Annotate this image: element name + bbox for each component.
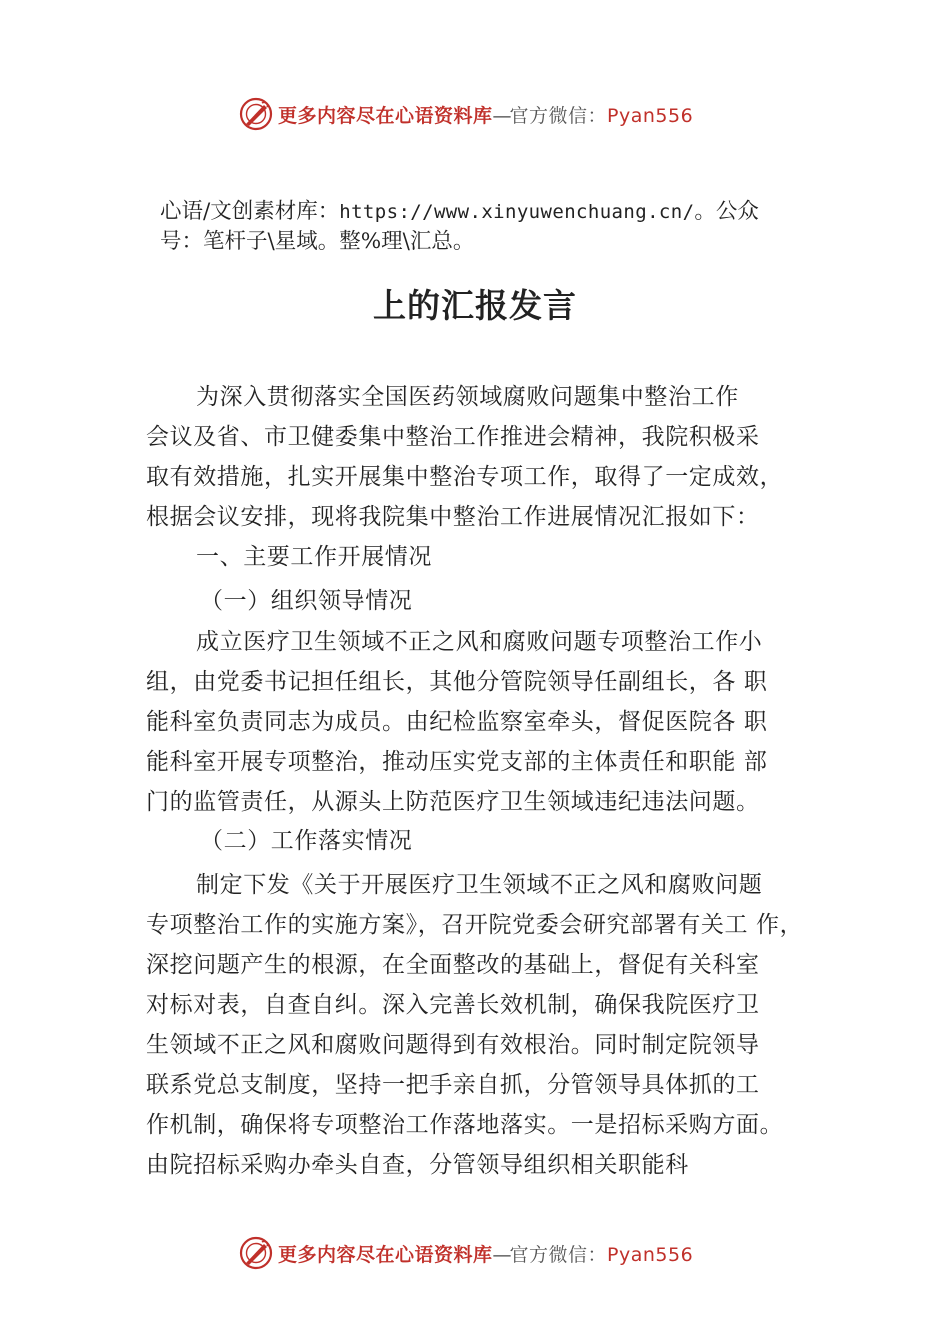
source-url[interactable]: https://www.xinyuwenchuang.cn/ [339,201,695,223]
brand-logo-icon [238,1235,274,1271]
banner-text [278,1240,693,1267]
banner-wechat-id: Pyan556 [607,104,694,127]
paragraph-work-implementation [146,865,846,1185]
banner-wechat-label: 官方微信： [509,1243,608,1266]
paragraph-intro [146,377,846,537]
text-line: 为深入贯彻落实全国医药领域腐败问题集中整治工作 [196,384,739,410]
brand-logo-icon [238,96,274,132]
footer-banner [238,1233,693,1273]
text-line: 会议及省、市卫健委集中整治工作推进会精神，我院积极采 [146,424,760,450]
text-line: 成立医疗卫生领域不正之风和腐败问题专项整治工作小 [196,629,763,655]
source-prefix: 心语/文创素材库： [160,199,340,224]
subsection-heading-1: （一）组织领导情况 [200,588,413,614]
text-line: 能科室开展专项整治，推动压实党支部的主体责任和职能 部 [146,749,768,775]
banner-dash: — [492,1243,510,1266]
text-line: 生领域不正之风和腐败问题得到有效根治。同时制定院领导 [146,1032,760,1058]
text-line: 联系党总支制度，坚持一把手亲自抓，分管领导具体抓的工 [146,1072,760,1098]
text-line: 制定下发《关于开展医疗卫生领域不正之风和腐败问题 [196,872,763,898]
text-line: 根据会议安排，现将我院集中整治工作进展情况汇报如下： [146,504,760,530]
text-line: 取有效措施，扎实开展集中整治专项工作，取得了一定成效， [146,464,784,490]
text-line: 对标对表，自查自纠。深入完善长效机制，确保我院医疗卫 [146,992,760,1018]
subsection-heading-2: （二）工作落实情况 [200,828,413,854]
text-line: 组，由党委书记担任组长，其他分管院领导任副组长，各 职 [146,669,768,695]
text-line: 作机制，确保将专项整治工作落地落实。一是招标采购方面。 [146,1112,784,1138]
source-note [160,197,850,256]
document-title: 上的汇报发言 [373,286,577,325]
source-suffix: 。公众 [694,199,759,224]
banner-wechat-label: 官方微信： [509,104,608,127]
section-heading-1: 一、主要工作开展情况 [196,544,432,570]
text-line: 由院招标采购办牵头自查，分管领导组织相关职能科 [146,1152,689,1178]
source-note-line-2: 号：笔杆子\星域。整%理\汇总。 [160,229,475,254]
paragraph-org-leadership [146,622,846,822]
text-line: 能科室负责同志为成员。由纪检监察室牵头，督促医院各 职 [146,709,768,735]
text-line: 深挖问题产生的根源，在全面整改的基础上，督促有关科室 [146,952,760,978]
banner-brand: 更多内容尽在心语资料库 [278,104,493,127]
source-note-line-1 [160,197,850,227]
banner-text [278,101,693,128]
document-body [146,377,846,1185]
banner-wechat-id: Pyan556 [607,1243,694,1266]
header-banner [238,94,693,134]
text-line: 专项整治工作的实施方案》，召开院党委会研究部署有关工 作， [146,912,804,938]
banner-brand: 更多内容尽在心语资料库 [278,1243,493,1266]
banner-dash: — [492,104,510,127]
text-line: 门的监管责任，从源头上防范医疗卫生领域违纪违法问题。 [146,789,760,815]
